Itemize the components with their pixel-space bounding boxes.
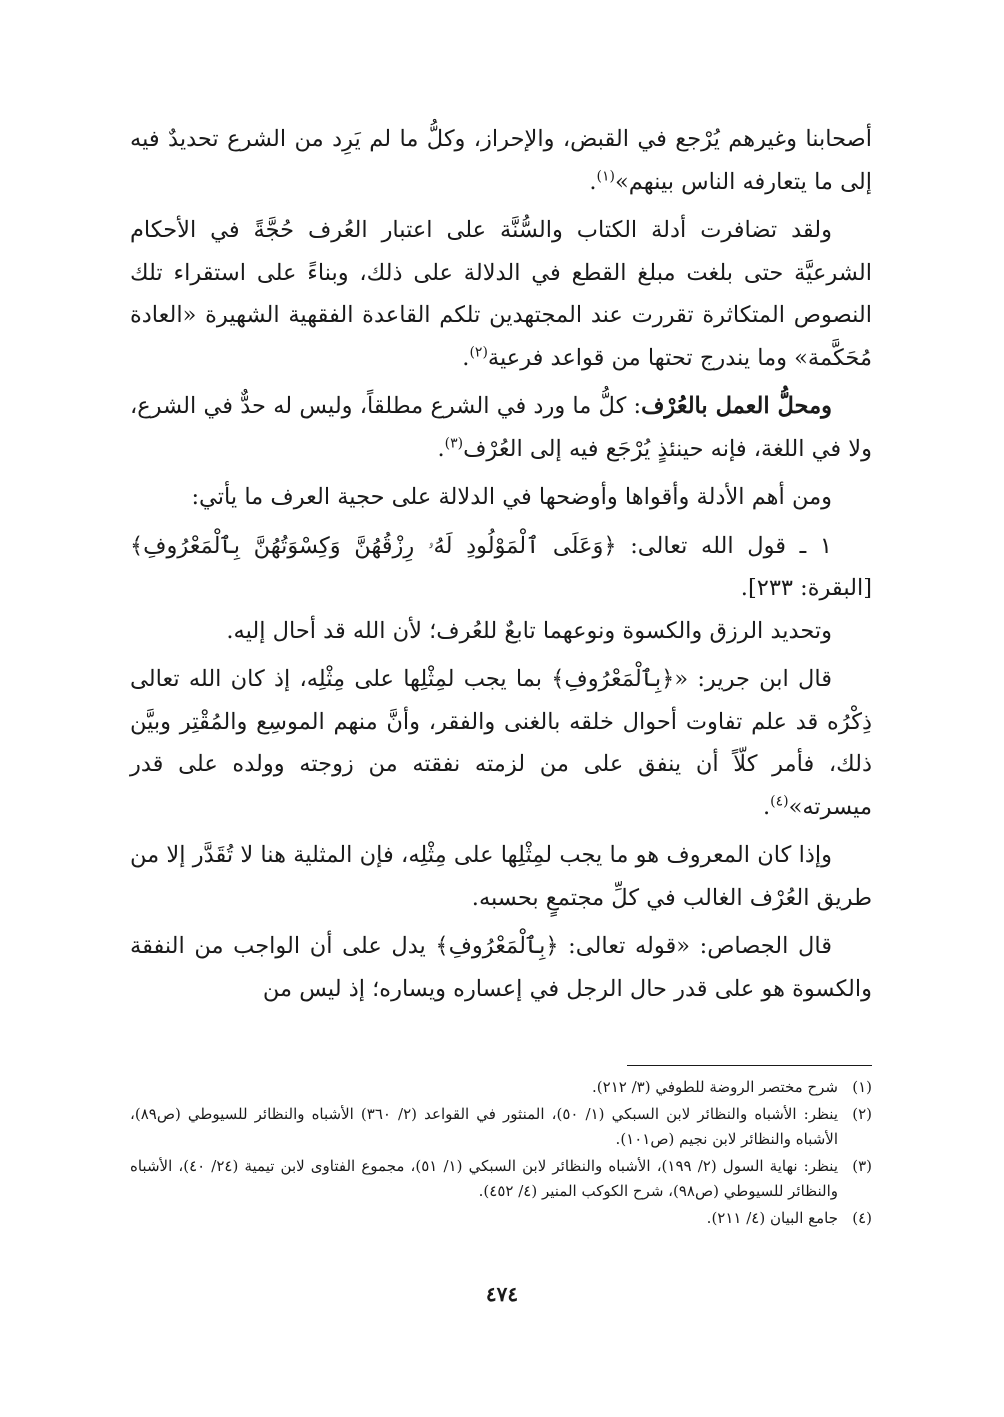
page-number: ٤٧٤ <box>485 1282 519 1306</box>
paragraph-6: وتحديد الرزق والكسوة ونوعهما تابعٌ للعُرف؛ لأن الله قد أحال إليه. <box>226 617 832 644</box>
footnote-1 <box>130 1075 872 1100</box>
footnote-4 <box>130 1206 872 1231</box>
footnote-text: شرح مختصر الروضة للطوفي (٣/ ٢١٢). <box>592 1078 838 1096</box>
footnote-text: ينظر: نهاية السول (٢/ ١٩٩)، الأشباه والنظائر لابن السبكي (١/ ٥١)، مجموع الفتاوى لابن تيمية (٢٤/ ٤٠)، الأشباه والنظائر للسيوطي (ص٩٨)، شرح الكوكب المنير (٤/ ٤٥٢). <box>130 1157 839 1200</box>
footnote-ref-4[interactable]: (٤) <box>770 793 789 809</box>
paragraph-1: أصحابنا وغيرهم يُرْجع في القبض، والإحراز، وكلُّ ما لم يَرِد من الشرع تحديدٌ فيه إلى ما يتعارفه الناس بينهم»$^{(١)}$. <box>130 126 872 195</box>
paragraph-5: ١ ـ قول الله تعالى: ﴿وَعَلَى ٱلْمَوْلُودِ لَهُۥ رِزْقُهُنَّ وَكِسْوَتُهُنَّ بِٱلْمَعْرُوفِ﴾ [البقرة: ٢٣٣]. <box>130 532 872 601</box>
footnote-ref-2[interactable]: (٢) <box>469 344 488 360</box>
footnote-2 <box>130 1102 872 1152</box>
paragraph-3: ومحلُّ العمل بالعُرْف: كلُّ ما ورد في الشرع مطلقاً، وليس له حدٌّ في الشرع، ولا في اللغة، فإنه حينئذٍ يُرْجَع فيه إلى العُرْف$^{(٣)}$. <box>130 393 872 462</box>
footnote-text: جامع البيان (٤/ ٢١١). <box>706 1209 838 1227</box>
paragraph-9: قال الجصاص: «قوله تعالى: ﴿بِٱلْمَعْرُوفِ﴾ يدل على أن الواجب من النفقة والكسوة هو على قدر حال الرجل في إعساره ويساره؛ إذ ليس من <box>130 933 872 1002</box>
footnote-number: (٤) <box>852 1209 872 1227</box>
paragraph-2: ولقد تضافرت أدلة الكتاب والسُّنَّة على اعتبار العُرف حُجَّةً في الأحكام الشرعيَّة حتى بلغت مبلغ القطع في الدلالة على ذلك، وبناءً على استقراء تلك النصوص المتكاثرة تقررت عند المجتهدين تلكم القاعدة الفقهية الشهيرة «العادة مُحَكَّمة» وما يندرج تحتها من قواعد فرعية$^{(٢)}$. <box>130 217 872 371</box>
footnote-number: (٢) <box>852 1105 872 1123</box>
main-text <box>130 118 872 1010</box>
footnote-number: (١) <box>852 1078 872 1096</box>
footnote-number: (٣) <box>852 1157 872 1175</box>
footnote-ref-1[interactable]: (١) <box>596 168 615 184</box>
paragraph-7: قال ابن جرير: «﴿بِٱلْمَعْرُوفِ﴾ بما يجب لمِثْلِها على مِثْلِه، إذ كان الله تعالى ذِكْرُه قد علم تفاوت أحوال خلقه بالغنى والفقر، وأنَّ منهم الموسِع والمُقْتِر وبيَّن ذلك، فأمر كلّاً أن ينفق على من لزمته نفقته من زوجته وولده على قدر ميسرته»$^{(٤)}$. <box>130 666 872 820</box>
section-lead: ومحلُّ العمل بالعُرْف <box>641 393 832 419</box>
paragraph-4: ومن أهم الأدلة وأقواها وأوضحها في الدلالة على حجية العرف ما يأتي: <box>191 484 832 510</box>
footnote-ref-3[interactable]: (٣) <box>444 435 464 451</box>
footnotes <box>130 1075 872 1233</box>
footnote-3 <box>130 1154 872 1204</box>
footnote-divider <box>627 1065 872 1066</box>
paragraph-8: وإذا كان المعروف هو ما يجب لمِثْلِها على مِثْلِه، فإن المثلية هنا لا تُقَدَّر إلا من طريق العُرْف الغالب في كلِّ مجتمعٍ بحسبه. <box>130 842 872 911</box>
footnote-text: ينظر: الأشباه والنظائر لابن السبكي (١/ ٥٠)، المنثور في القواعد (٢/ ٣٦٠) الأشباه والنظائر للسيوطي (ص٨٩)، الأشباه والنظائر لابن نجيم (ص١٠١). <box>130 1105 838 1148</box>
